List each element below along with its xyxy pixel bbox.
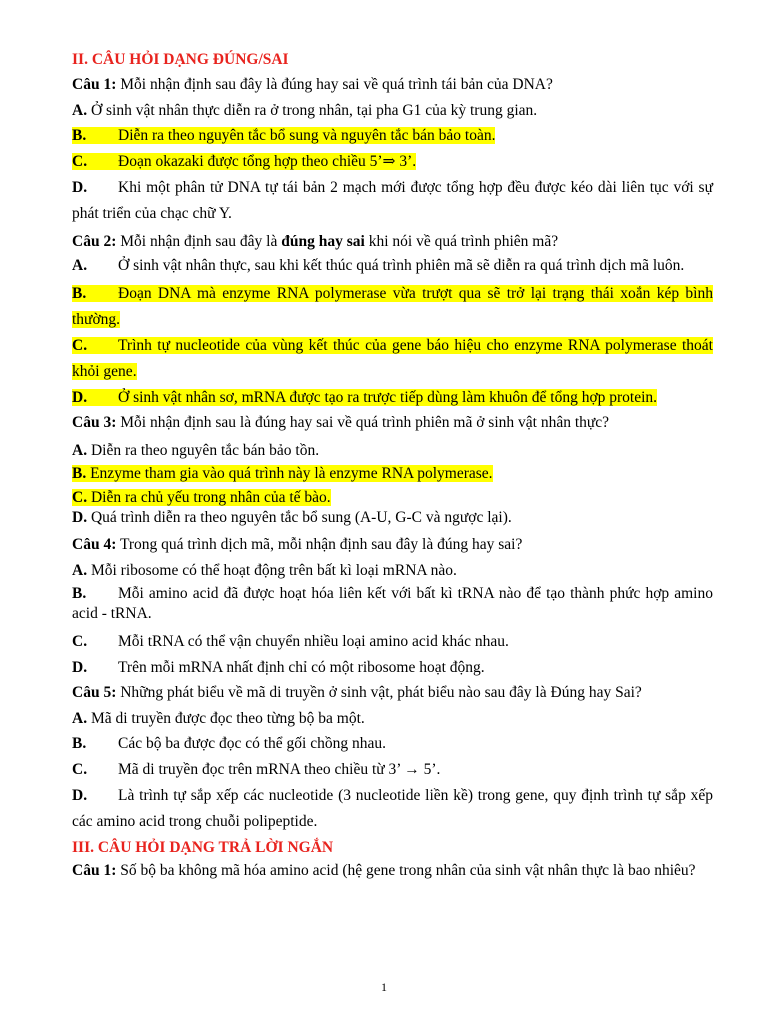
question-3 (72, 411, 713, 434)
q4-option-b (72, 584, 713, 624)
option-label: A. (72, 257, 88, 274)
question-5-text: Những phát biểu về mã di truyền ở sinh vật, phát biểu nào sau đây là Đúng hay Sai? (116, 684, 642, 701)
option-label: A. (72, 101, 88, 119)
option-text: Ở sinh vật nhân thực, sau khi kết thúc quá trình phiên mã sẽ diễn ra quá trình dịch mã luôn. (118, 257, 685, 274)
page-number: 1 (381, 980, 387, 994)
option-label: D. (72, 389, 88, 406)
option-label: D. (72, 787, 88, 804)
option-label: C. (72, 633, 88, 650)
option-text: Ở sinh vật nhân sơ, mRNA được tạo ra trược tiếp dùng làm khuôn để tổng hợp protein. (118, 389, 658, 406)
question-3-text: Mỗi nhận định sau là đúng hay sai về quá trình phiên mã ở sinh vật nhân thực? (116, 414, 610, 431)
option-label: A. (72, 561, 88, 579)
question-2-label: Câu 2: (72, 232, 117, 250)
question-4-label: Câu 4: (72, 536, 117, 553)
option-label: B. (72, 285, 87, 302)
option-text: Khi một phân tử DNA tự tái bản 2 mạch mới được tổng hợp đều được kéo dài liên tục với sự phát triển của chạc chữ Y. (72, 179, 713, 222)
question-5 (72, 681, 713, 704)
option-text: Quá trình diễn ra theo nguyên tắc bổ sung (A-U, G-C và ngược lại). (87, 509, 512, 526)
option-text: Mã di truyền đọc trên mRNA theo chiều từ 3’ → 5’. (118, 760, 441, 778)
option-label: A. (72, 442, 88, 459)
question-5-label: Câu 5: (72, 684, 117, 701)
q1-option-c (72, 150, 713, 173)
option-text: Đoạn okazaki được tổng hợp theo chiều 5’⇒ 3’. (118, 152, 417, 170)
option-text: Enzyme tham gia vào quá trình này là enzyme RNA polymerase. (86, 465, 493, 482)
q5-option-a (72, 707, 713, 730)
q4-option-c (72, 630, 713, 653)
option-label: B. (72, 585, 87, 602)
question-2 (72, 230, 713, 253)
option-text: Diễn ra theo nguyên tắc bổ sung và nguyên tắc bán bảo toàn. (118, 127, 496, 144)
short-answer-question-1-text: Số bộ ba không mã hóa amino acid (hệ gene trong nhân của sinh vật nhân thực là bao nhiêu? (116, 862, 696, 879)
option-text: Diễn ra theo nguyên tắc bán bảo tồn. (87, 442, 320, 459)
option-text: Diễn ra chủ yếu trong nhân của tế bào. (87, 489, 331, 506)
option-text: Là trình tự sắp xếp các nucleotide (3 nucleotide liền kề) trong gene, quy định trình tự sắp xếp các amino acid trong chuỗi polipeptide. (72, 787, 713, 830)
q1-option-d (72, 175, 713, 227)
question-2-text: Mỗi nhận định sau đây là (116, 232, 282, 250)
q5-option-b (72, 732, 713, 755)
option-label: D. (72, 658, 88, 676)
option-text: Mỗi tRNA có thể vận chuyển nhiều loại amino acid khác nhau. (118, 633, 509, 650)
option-text: Đoạn DNA mà enzyme RNA polymerase vừa trượt qua sẽ trở lại trạng thái xoắn kép bình thường. (72, 285, 713, 328)
q2-option-b (72, 281, 713, 333)
question-4-text: Trong quá trình dịch mã, mỗi nhận định sau đây là đúng hay sai? (116, 536, 523, 553)
q3-option-c (72, 488, 713, 508)
option-label: B. (72, 127, 87, 144)
question-1-text: Mỗi nhận định sau đây là đúng hay sai về quá trình tái bản của DNA? (116, 76, 553, 93)
q2-option-d (72, 385, 713, 411)
option-label: C. (72, 337, 88, 354)
short-answer-question-1-label: Câu 1: (72, 862, 117, 879)
q3-option-a (72, 439, 713, 462)
option-label: D. (72, 179, 88, 196)
option-label: B. (72, 465, 87, 482)
q3-option-b (72, 462, 713, 485)
q2-option-a (72, 255, 713, 276)
question-3-label: Câu 3: (72, 414, 117, 431)
q3-option-d (72, 508, 713, 528)
q2-option-c (72, 333, 713, 385)
option-label: C. (72, 489, 88, 506)
option-text: Trình tự nucleotide của vùng kết thúc của gene báo hiệu cho enzyme RNA polymerase thoát khỏi gene. (72, 337, 713, 380)
option-text: Trên mỗi mRNA nhất định chỉ có một ribosome hoạt động. (118, 658, 485, 676)
short-answer-question-1 (72, 861, 713, 881)
q1-option-b (72, 124, 713, 147)
q5-option-c (72, 758, 713, 781)
section-3-heading: III. CÂU HỎI DẠNG TRẢ LỜI NGẮN (72, 839, 334, 856)
option-text: Mỗi amino acid đã được hoạt hóa liên kết với bất kì tRNA nào để tạo thành phức hợp amino acid - tRNA. (72, 585, 713, 622)
question-2-text-end: khi nói về quá trình phiên mã? (364, 232, 559, 250)
section-2-heading: II. CÂU HỎI DẠNG ĐÚNG/SAI (72, 51, 289, 68)
option-text: Mỗi ribosome có thể hoạt động trên bất kì loại mRNA nào. (87, 561, 457, 579)
option-label: A. (72, 709, 88, 727)
option-label: D. (72, 509, 88, 526)
q4-option-a (72, 559, 713, 582)
q5-option-d (72, 783, 713, 835)
q4-option-d (72, 656, 713, 679)
option-label: C. (72, 152, 88, 170)
option-label: B. (72, 735, 87, 752)
q1-option-a (72, 99, 713, 122)
question-4 (72, 533, 713, 556)
question-1-label: Câu 1: (72, 76, 117, 93)
option-text: Mã di truyền được đọc theo từng bộ ba một. (87, 709, 365, 727)
question-2-emphasis: đúng hay sai (281, 232, 365, 250)
page-content (72, 48, 713, 884)
question-1 (72, 73, 713, 96)
option-label: C. (72, 760, 88, 778)
option-text: Ở sinh vật nhân thực diễn ra ở trong nhân, tại pha G1 của kỳ trung gian. (87, 101, 538, 119)
option-text: Các bộ ba được đọc có thể gối chồng nhau. (118, 735, 386, 752)
